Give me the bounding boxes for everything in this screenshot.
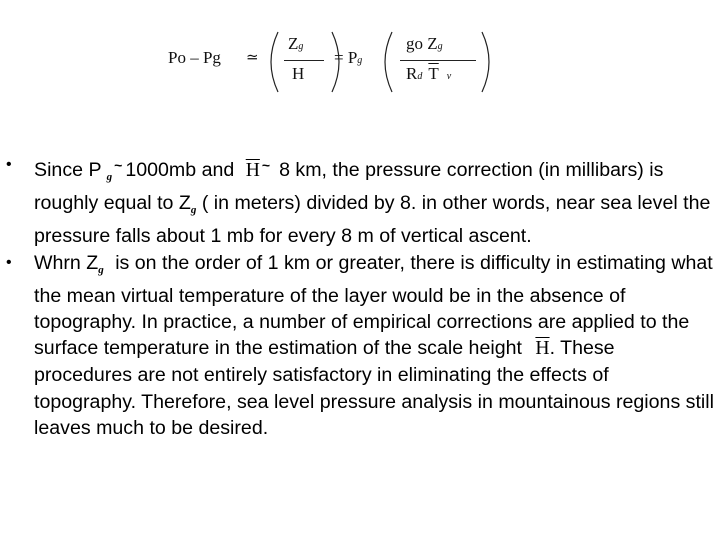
approx-symbol: ≃ bbox=[246, 50, 258, 66]
equals-pg: = Pg bbox=[334, 48, 363, 67]
bullet-list bbox=[0, 152, 720, 441]
frac2-bar bbox=[400, 60, 476, 61]
h-bar-symbol: $\overline{H}$ bbox=[535, 338, 550, 360]
frac1-bar bbox=[284, 60, 324, 61]
frac1-denominator: H bbox=[292, 64, 305, 83]
bullet-marker: • bbox=[6, 156, 12, 173]
h-bar-symbol: $\overline{H}$ bbox=[245, 160, 260, 181]
hypsometric-equation bbox=[160, 28, 500, 96]
list-item: • Whrn $Z_g$ is on the order of 1 km or greater, there is difficulty in estimating what the mean virtual temperature of the layer would be in the absence of topography. In practice, a number of empirical corrections are applied to the surface temperature in the estimation of the scale height $\overline{H}$. These procedures are not entirely satisfactory in eliminating the effects of topography. Therefore, sea level pressure analysis in mountainous regions still leaves much to be desired. bbox=[6, 251, 714, 439]
frac1-numerator: Zg bbox=[288, 34, 304, 53]
list-item: • Since P $_g$~ 1000mb and $\overline{H}$ ~ 8 km, the pressure correction (in millibars) is roughly equal to $Z_g$ ( in meters) divided by 8. in other words, near sea level the pressure falls about 1 mb for every 8 m of vertical ascent. bbox=[0, 152, 720, 250]
bullet-marker: • bbox=[6, 253, 12, 271]
frac2-numerator: go Zg bbox=[406, 34, 443, 53]
frac2-denominator: Rd $\overline{T}$ v bbox=[406, 64, 452, 83]
equation-lhs: Po – Pg bbox=[168, 48, 221, 67]
